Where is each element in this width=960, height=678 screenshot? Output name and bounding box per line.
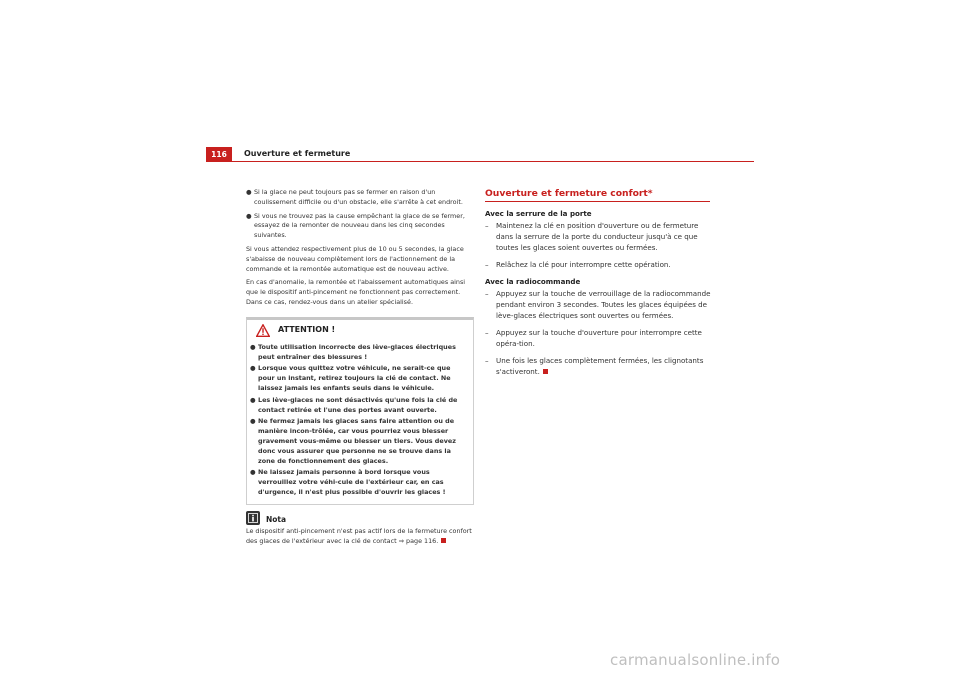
lock-heading: Avec la serrure de la porte (485, 209, 592, 218)
bullet-icon: ● (250, 395, 256, 404)
paragraph: En cas d'anomalie, la remontée et l'abaissement automatiques ainsi que le dispositif anti-pincement ne fonctionnent pas correctement. Dans ce cas, rendez-vous dans un atelier spécialisé. (246, 278, 466, 306)
bullet-icon: ● (250, 468, 256, 477)
paragraph: Si vous attendez respectivement plus de 10 ou 5 secondes, la glace s'abaisse de nouveau complètement lors de l'actionnement de la commande et la remontée automatique est de nouveau active. (246, 244, 464, 273)
section-rule (485, 201, 710, 202)
header-rule (206, 161, 754, 162)
running-header: Ouverture et fermeture (244, 149, 351, 158)
bullet-icon: ● (250, 364, 256, 373)
step-item: – Relâchez la clé pour interrompre cette opération. (485, 260, 671, 269)
step-item: – Appuyez sur la touche de verrouillage de la radiocommande pendant environ 3 secondes. Toutes les glaces équipées de lève-glaces électriques sont ouvertes ou fermées. (485, 289, 711, 320)
bullet-icon: ● (250, 417, 256, 426)
bullet-icon: ● (246, 188, 252, 196)
warning-item: ● Ne fermez jamais les glaces sans faire attention ou de manière incon-trôlée, car vous pourriez vous blesser gravement vous-même ou blesser un tiers. Vous devez donc vous assurer que personne ne se trouve dans la zone de fonctionnement des glaces. (250, 417, 456, 465)
warning-triangle-icon (256, 324, 270, 337)
step-item: – Appuyez sur la touche d'ouverture pour interrompre cette opéra-tion. (485, 328, 702, 348)
warning-title: ATTENTION ! (278, 325, 336, 335)
bullet-icon: ● (250, 342, 256, 351)
note-header (246, 511, 474, 525)
section-title: Ouverture et fermeture confort* (485, 188, 653, 199)
note-title: Nota (266, 514, 287, 524)
warning-item: ● Les lève-glaces ne sont désactivés qu'une fois la clé de contact retirée et l'une des portes avant ouverte. (250, 395, 458, 414)
bullet-item: ● Si la glace ne peut toujours pas se fermer en raison d'un coulissement difficile ou d'un obstacle, elle s'arrête à cet endroit. (246, 188, 463, 206)
page-number: 116 (206, 147, 232, 162)
bullet-item: ● Si vous ne trouvez pas la cause empêchant la glace de se fermer, essayez de la remonter de nouveau dans les cinq secondes suivantes. (246, 211, 465, 240)
end-of-section-icon (543, 369, 548, 374)
step-item: – Une fois les glaces complètement fermées, les clignotants s'activeront. (485, 356, 704, 376)
remote-heading: Avec la radiocommande (485, 277, 581, 286)
note-text: Le dispositif anti-pincement n'est pas actif lors de la fermeture confort des glaces de l'extérieur avec la clé de contact ⇒ page 116. (246, 526, 472, 545)
bullet-icon: ● (246, 211, 252, 220)
left-column (246, 188, 474, 546)
warning-box (246, 317, 474, 505)
note-info-icon (246, 511, 260, 525)
warning-item: ● Toute utilisation incorrecte des lève-glaces électriques peut entraîner des blessures ! (250, 342, 456, 361)
warning-header (250, 324, 469, 337)
warning-item: ● Ne laissez jamais personne à bord lorsque vous verrouillez votre véhi-cule de l'extérieur car, en cas d'urgence, il n'est plus possible d'ouvrir les glaces ! (250, 468, 446, 496)
warning-item: ● Lorsque vous quittez votre véhicule, ne serait-ce que pour un instant, retirez toujours la clé de contact. Ne laissez jamais les enfants seuls dans le véhicule. (250, 364, 451, 392)
right-column (485, 188, 712, 383)
watermark: carmanualsonline.info (610, 651, 781, 669)
step-item: – Maintenez la clé en position d'ouverture ou de fermeture dans la serrure de la porte du conducteur jusqu'à ce que toutes les glaces soient ouvertes ou fermées. (485, 221, 699, 252)
end-of-section-icon (441, 538, 446, 543)
